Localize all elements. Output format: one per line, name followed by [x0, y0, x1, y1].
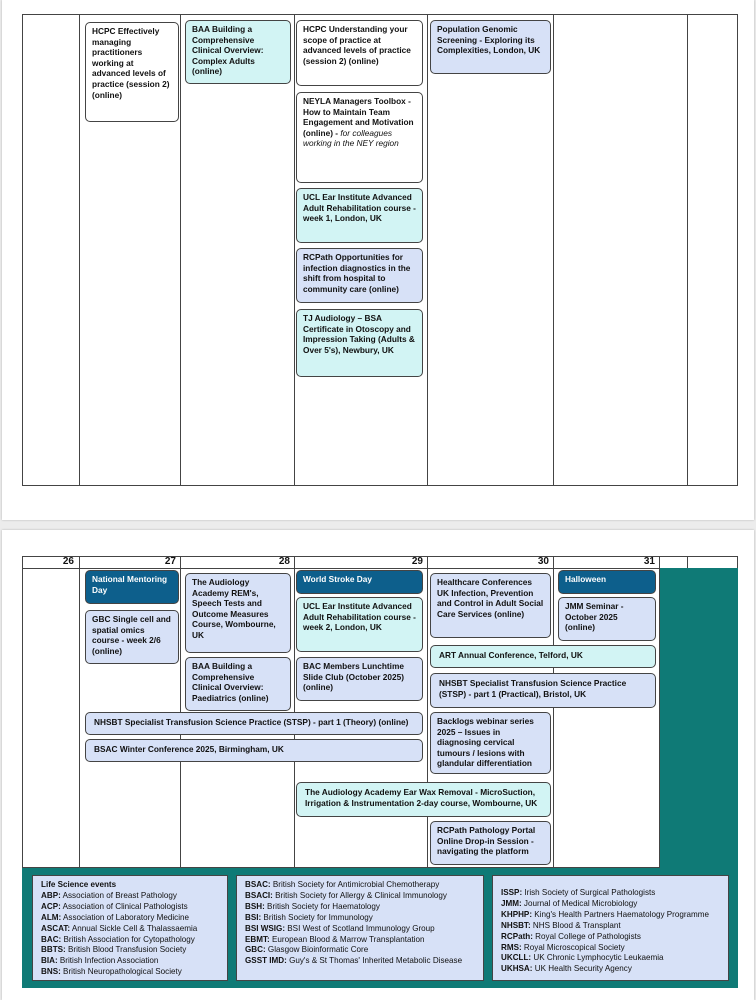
legend-abbreviation: BSI: — [245, 912, 262, 922]
legend-abbreviation: KHPHP: — [501, 909, 533, 919]
legend-abbreviation: ALM: — [41, 912, 62, 922]
legend-entry — [41, 891, 219, 902]
event-card[interactable]: National Mentoring Day — [85, 570, 179, 604]
event-card[interactable]: RCPath Pathology Portal Online Drop-in Session - navigating the platform — [430, 821, 551, 865]
legend-entry — [245, 891, 475, 902]
day-number: 31 — [643, 556, 655, 567]
legend-entry — [501, 932, 720, 943]
day-number: 28 — [278, 556, 290, 567]
event-card[interactable]: Backlogs webinar series 2025 – Issues in diagnosing cervical tumours / lesions with glandular differentiation — [430, 712, 551, 774]
legend-full-name: British Society for Antimicrobial Chemotherapy — [270, 880, 440, 889]
legend-entry — [41, 945, 219, 956]
legend-full-name: UK Chronic Lymphocytic Leukaemia — [531, 953, 664, 963]
legend-full-name: British Association for Cytopathology — [61, 934, 195, 944]
legend-full-name: Royal Microscopical Society — [521, 942, 625, 952]
legend-abbreviation: ASCAT: — [41, 923, 71, 933]
legend-full-name: British Society for Allergy & Clinical Immunology — [272, 890, 447, 900]
legend-entry — [501, 899, 720, 910]
legend-full-name: UK Health Security Agency — [532, 964, 632, 974]
event-card[interactable]: TJ Audiology – BSA Certificate in Otoscopy and Impression Taking (Adults & Over 5's), Newbury, UK — [296, 309, 423, 377]
legend-full-name: European Blood & Marrow Transplantation — [269, 934, 425, 944]
legend-abbreviation: ACP: — [41, 901, 61, 911]
legend-entry — [245, 935, 475, 946]
legend-full-name: Journal of Medical Microbiology — [521, 898, 638, 908]
legend-full-name: BSI West of Scotland Immunology Group — [285, 923, 435, 933]
legend-entry — [41, 935, 219, 946]
event-card[interactable]: BAA Building a Comprehensive Clinical Overview: Complex Adults (online) — [185, 20, 291, 84]
legend-full-name: Association of Laboratory Medicine — [61, 912, 190, 922]
legend-full-name: British Blood Transfusion Society — [65, 945, 187, 955]
legend-abbreviation: BBTS: — [41, 945, 66, 955]
event-card[interactable]: HCPC Understanding your scope of practice at advanced levels of practice (session 2) (online) — [296, 20, 423, 86]
event-card[interactable]: JMM Seminar - October 2025 (online) — [558, 597, 656, 641]
event-card[interactable]: RCPath Opportunities for infection diagnostics in the shift from hospital to community care (online) — [296, 248, 423, 303]
legend-full-name: Royal College of Pathologists — [532, 931, 641, 941]
legend-abbreviation: ABP: — [41, 890, 61, 900]
legend-abbreviation: GSST IMD: — [245, 956, 287, 966]
legend-entry — [245, 956, 475, 967]
event-card[interactable]: BAA Building a Comprehensive Clinical Overview: Paediatrics (online) — [185, 657, 291, 711]
day-number: 29 — [411, 556, 423, 567]
legend-entry — [245, 924, 475, 935]
legend-entry — [245, 945, 475, 956]
legend-entry — [41, 967, 219, 978]
legend-entry — [41, 924, 219, 935]
legend-full-name: Association of Breast Pathology — [60, 890, 177, 900]
legend-abbreviation: GBC: — [245, 945, 266, 955]
event-card[interactable]: BSAC Winter Conference 2025, Birmingham, UK — [85, 739, 423, 762]
event-card[interactable]: NHSBT Specialist Transfusion Science Practice (STSP) - part 1 (Practical), Bristol, UK — [430, 673, 656, 708]
legend-abbreviation: BSACI: — [245, 890, 273, 900]
event-card[interactable]: NEYLA Managers Toolbox -How to Maintain Team Engagement and Motivation (online) - for colleagues working in the NEY region — [296, 92, 423, 183]
legend-column-1 — [32, 875, 228, 981]
legend-abbreviation: EBMT: — [245, 934, 270, 944]
legend-full-name: NHS Blood & Transplant — [530, 920, 621, 930]
weekend-column — [660, 568, 738, 868]
event-card[interactable]: BAC Members Lunchtime Slide Club (October 2025) (online) — [296, 657, 423, 701]
legend-entry — [245, 902, 475, 913]
event-card[interactable]: NHSBT Specialist Transfusion Science Practice (STSP) - part 1 (Theory) (online) — [85, 712, 423, 735]
legend-abbreviation: JMM: — [501, 898, 522, 908]
legend-column-3 — [492, 875, 729, 981]
legend-entry — [41, 902, 219, 913]
legend-abbreviation: BSH: — [245, 901, 265, 911]
legend-entry — [245, 880, 475, 891]
legend-entry — [245, 913, 475, 924]
event-card[interactable]: World Stroke Day — [296, 570, 423, 594]
legend-abbreviation: RMS: — [501, 942, 522, 952]
legend-abbreviation: RCPath: — [501, 931, 533, 941]
legend-full-name: Annual Sickle Cell & Thalassaemia — [70, 923, 198, 933]
event-card[interactable]: Population Genomic Screening - Exploring its Complexities, London, UK — [430, 20, 551, 74]
legend-abbreviation: BSAC: — [245, 880, 271, 889]
legend-abbreviation: BNS: — [41, 967, 61, 977]
legend-full-name: King's Health Partners Haematology Programme — [532, 909, 710, 919]
legend-full-name: Guy's & St Thomas' Inherited Metabolic Disease — [286, 956, 463, 966]
legend-full-name: British Infection Association — [57, 956, 159, 966]
day-number: 30 — [537, 556, 549, 567]
legend-entry — [41, 956, 219, 967]
day-number: 27 — [164, 556, 176, 567]
legend-entry — [41, 913, 219, 924]
legend-full-name: Association of Clinical Pathologists — [60, 901, 188, 911]
legend-abbreviation: ISSP: — [501, 888, 523, 897]
event-card[interactable]: ART Annual Conference, Telford, UK — [430, 645, 656, 668]
event-card[interactable]: The Audiology Academy REM's, Speech Tests and Outcome Measures Course, Wombourne, UK — [185, 573, 291, 653]
event-card[interactable]: The Audiology Academy Ear Wax Removal - MicroSuction, Irrigation & Instrumentation 2-day course, Wombourne, UK — [296, 782, 551, 817]
legend-title: Life Science events — [41, 880, 117, 889]
event-card[interactable]: GBC Single cell and spatial omics course - week 2/6 (online) — [85, 610, 179, 664]
legend-entry — [501, 953, 720, 964]
legend-full-name: Glasgow Bioinformatic Core — [265, 945, 369, 955]
event-card[interactable]: Healthcare Conferences UK Infection, Prevention and Control in Adult Social Care Services (online) — [430, 573, 551, 638]
event-card[interactable]: UCL Ear Institute Advanced Adult Rehabilitation course - week 2, London, UK — [296, 597, 423, 652]
event-card[interactable]: UCL Ear Institute Advanced Adult Rehabilitation course - week 1, London, UK — [296, 188, 423, 243]
legend-full-name: British Society for Immunology — [261, 912, 373, 922]
legend-abbreviation: BAC: — [41, 934, 62, 944]
legend-entry — [501, 910, 720, 921]
legend-abbreviation: UKHSA: — [501, 964, 533, 974]
legend-abbreviation: BIA: — [41, 956, 58, 966]
legend-abbreviation: UKCLL: — [501, 953, 532, 963]
legend-entry — [501, 964, 720, 975]
legend-entry — [501, 921, 720, 932]
legend-full-name: British Neuropathological Society — [60, 967, 182, 977]
legend-column-2 — [236, 875, 484, 981]
day-number: 26 — [62, 556, 74, 567]
legend-full-name: Irish Society of Surgical Pathologists — [522, 888, 656, 897]
legend-entry — [501, 943, 720, 954]
legend-full-name: British Society for Haematology — [264, 901, 380, 911]
event-card[interactable]: HCPC Effectively managing practitioners working at advanced levels of practice (session 2) (online) — [85, 22, 179, 122]
legend-entry — [501, 888, 720, 899]
legend-abbreviation: NHSBT: — [501, 920, 531, 930]
event-card[interactable]: Halloween — [558, 570, 656, 594]
calendar-page-1 — [2, 0, 754, 520]
calendar-page-2 — [2, 530, 754, 1000]
legend-abbreviation: BSI WSIG: — [245, 923, 286, 933]
